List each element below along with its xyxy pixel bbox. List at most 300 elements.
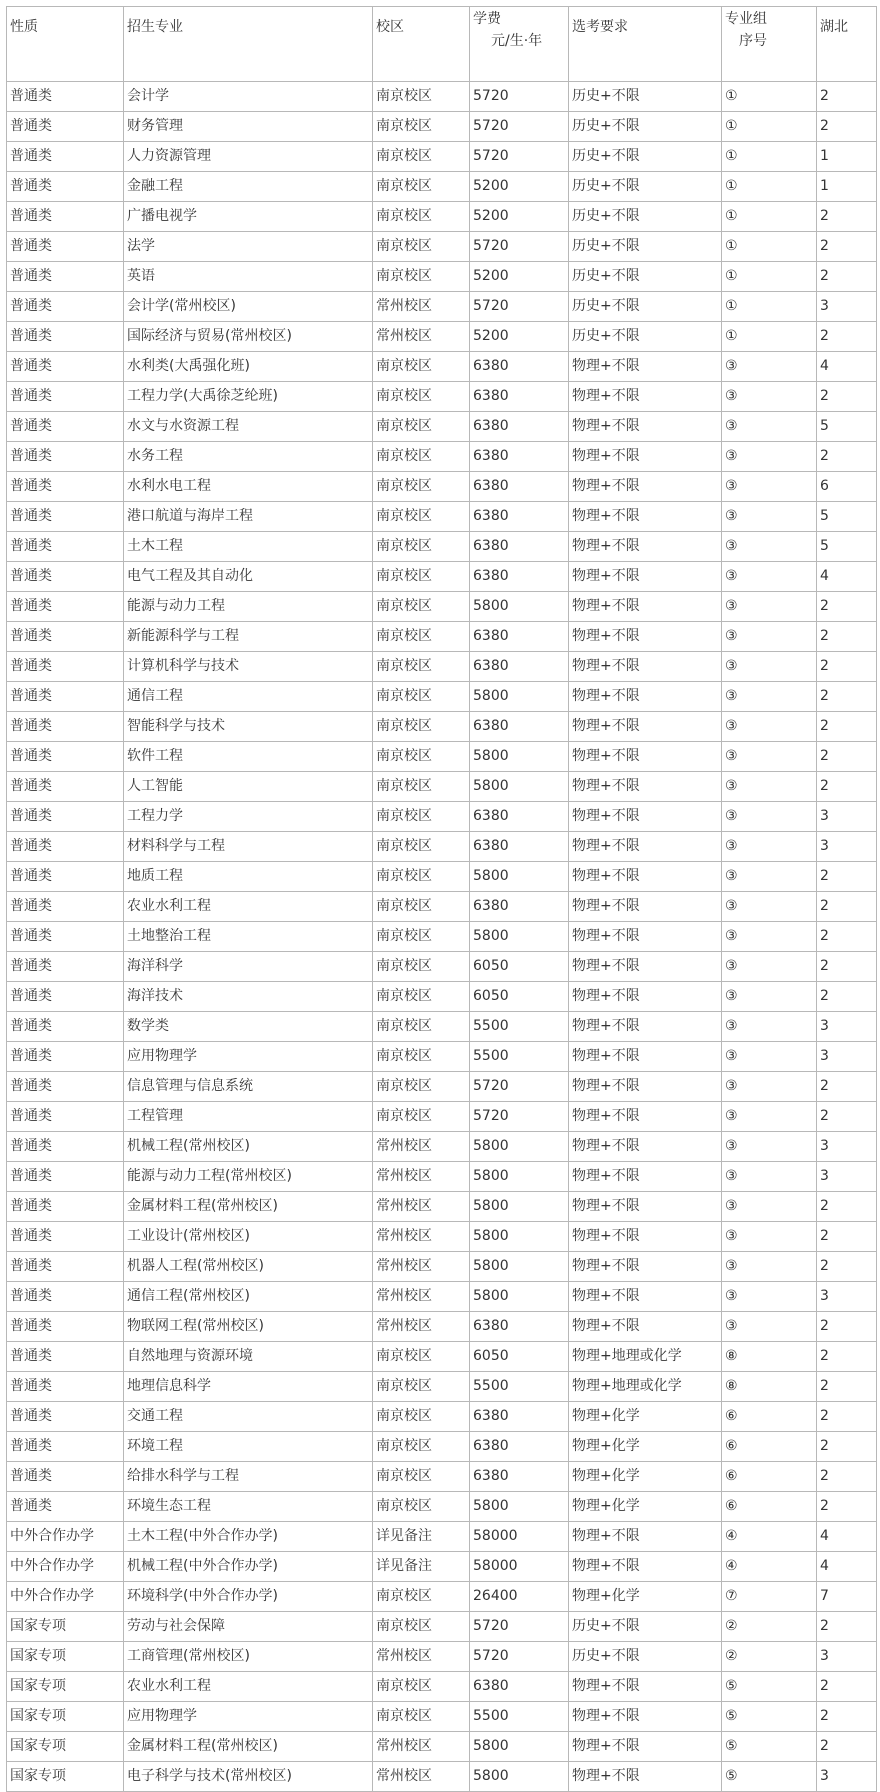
cell-hubei: 3 bbox=[817, 832, 877, 862]
cell-group: ⑧ bbox=[722, 1372, 817, 1402]
cell-subject-req: 物理+不限 bbox=[569, 562, 722, 592]
cell-major: 能源与动力工程 bbox=[124, 592, 373, 622]
cell-subject-req: 物理+不限 bbox=[569, 1732, 722, 1762]
cell-subject-req: 历史+不限 bbox=[569, 82, 722, 112]
cell-nature: 国家专项 bbox=[7, 1612, 124, 1642]
table-body bbox=[7, 82, 877, 1792]
cell-nature: 国家专项 bbox=[7, 1672, 124, 1702]
table-row bbox=[7, 1642, 877, 1672]
cell-major: 土地整治工程 bbox=[124, 922, 373, 952]
cell-nature: 普通类 bbox=[7, 142, 124, 172]
cell-nature: 普通类 bbox=[7, 262, 124, 292]
cell-campus: 南京校区 bbox=[373, 652, 470, 682]
cell-group: ① bbox=[722, 142, 817, 172]
table-row bbox=[7, 1282, 877, 1312]
cell-campus: 常州校区 bbox=[373, 1192, 470, 1222]
cell-major: 地理信息科学 bbox=[124, 1372, 373, 1402]
cell-fee: 5500 bbox=[470, 1042, 569, 1072]
cell-group: ③ bbox=[722, 382, 817, 412]
cell-major: 国际经济与贸易(常州校区) bbox=[124, 322, 373, 352]
cell-campus: 南京校区 bbox=[373, 1582, 470, 1612]
cell-fee: 5800 bbox=[470, 862, 569, 892]
cell-fee: 5800 bbox=[470, 772, 569, 802]
cell-major: 水利类(大禹强化班) bbox=[124, 352, 373, 382]
cell-major: 软件工程 bbox=[124, 742, 373, 772]
header-nature: 性质 bbox=[7, 7, 124, 82]
cell-group: ③ bbox=[722, 1252, 817, 1282]
cell-fee: 5720 bbox=[470, 1102, 569, 1132]
header-hubei: 湖北 bbox=[817, 7, 877, 82]
cell-subject-req: 物理+不限 bbox=[569, 742, 722, 772]
cell-major: 通信工程(常州校区) bbox=[124, 1282, 373, 1312]
table-row bbox=[7, 1522, 877, 1552]
cell-subject-req: 物理+不限 bbox=[569, 1222, 722, 1252]
cell-subject-req: 物理+不限 bbox=[569, 1522, 722, 1552]
cell-fee: 6380 bbox=[470, 1432, 569, 1462]
cell-group: ⑥ bbox=[722, 1432, 817, 1462]
cell-nature: 普通类 bbox=[7, 802, 124, 832]
cell-major: 英语 bbox=[124, 262, 373, 292]
cell-nature: 普通类 bbox=[7, 772, 124, 802]
table-row bbox=[7, 1372, 877, 1402]
cell-major: 机械工程(常州校区) bbox=[124, 1132, 373, 1162]
cell-fee: 6380 bbox=[470, 1312, 569, 1342]
cell-campus: 南京校区 bbox=[373, 832, 470, 862]
table-row bbox=[7, 172, 877, 202]
table-row bbox=[7, 142, 877, 172]
cell-campus: 南京校区 bbox=[373, 1702, 470, 1732]
cell-nature: 普通类 bbox=[7, 1162, 124, 1192]
cell-fee: 5720 bbox=[470, 82, 569, 112]
table-row bbox=[7, 652, 877, 682]
cell-fee: 6380 bbox=[470, 652, 569, 682]
cell-nature: 普通类 bbox=[7, 1102, 124, 1132]
header-group bbox=[722, 7, 817, 82]
cell-campus: 南京校区 bbox=[373, 1072, 470, 1102]
cell-group: ③ bbox=[722, 502, 817, 532]
table-row bbox=[7, 562, 877, 592]
cell-campus: 常州校区 bbox=[373, 322, 470, 352]
cell-fee: 5720 bbox=[470, 1612, 569, 1642]
cell-fee: 5500 bbox=[470, 1372, 569, 1402]
header-row bbox=[7, 7, 877, 82]
cell-group: ③ bbox=[722, 562, 817, 592]
cell-campus: 常州校区 bbox=[373, 1252, 470, 1282]
cell-hubei: 2 bbox=[817, 442, 877, 472]
cell-nature: 普通类 bbox=[7, 1222, 124, 1252]
cell-subject-req: 物理+地理或化学 bbox=[569, 1372, 722, 1402]
cell-group: ③ bbox=[722, 442, 817, 472]
cell-hubei: 2 bbox=[817, 322, 877, 352]
cell-fee: 5800 bbox=[470, 1282, 569, 1312]
cell-fee: 5500 bbox=[470, 1012, 569, 1042]
cell-fee: 5800 bbox=[470, 1162, 569, 1192]
cell-group: ③ bbox=[722, 742, 817, 772]
cell-fee: 5200 bbox=[470, 322, 569, 352]
cell-hubei: 2 bbox=[817, 1102, 877, 1132]
table-row bbox=[7, 1582, 877, 1612]
cell-major: 应用物理学 bbox=[124, 1702, 373, 1732]
cell-nature: 普通类 bbox=[7, 1042, 124, 1072]
cell-major: 环境科学(中外合作办学) bbox=[124, 1582, 373, 1612]
cell-campus: 南京校区 bbox=[373, 1342, 470, 1372]
cell-group: ③ bbox=[722, 772, 817, 802]
cell-group: ③ bbox=[722, 1282, 817, 1312]
cell-group: ① bbox=[722, 322, 817, 352]
cell-subject-req: 物理+不限 bbox=[569, 892, 722, 922]
cell-nature: 普通类 bbox=[7, 202, 124, 232]
table-row bbox=[7, 592, 877, 622]
cell-nature: 普通类 bbox=[7, 112, 124, 142]
cell-major: 工业设计(常州校区) bbox=[124, 1222, 373, 1252]
cell-campus: 南京校区 bbox=[373, 1432, 470, 1462]
cell-nature: 普通类 bbox=[7, 412, 124, 442]
cell-hubei: 7 bbox=[817, 1582, 877, 1612]
table-row bbox=[7, 292, 877, 322]
cell-campus: 南京校区 bbox=[373, 802, 470, 832]
cell-group: ⑤ bbox=[722, 1762, 817, 1792]
cell-nature: 普通类 bbox=[7, 1402, 124, 1432]
cell-subject-req: 历史+不限 bbox=[569, 202, 722, 232]
cell-fee: 5720 bbox=[470, 1642, 569, 1672]
table-row bbox=[7, 1432, 877, 1462]
cell-subject-req: 物理+化学 bbox=[569, 1432, 722, 1462]
cell-group: ① bbox=[722, 232, 817, 262]
cell-hubei: 5 bbox=[817, 412, 877, 442]
table-row bbox=[7, 1342, 877, 1372]
cell-fee: 6380 bbox=[470, 532, 569, 562]
cell-hubei: 2 bbox=[817, 772, 877, 802]
header-group-line2: 序号 bbox=[739, 33, 767, 50]
cell-group: ③ bbox=[722, 892, 817, 922]
table-row bbox=[7, 1492, 877, 1522]
cell-major: 自然地理与资源环境 bbox=[124, 1342, 373, 1372]
cell-major: 港口航道与海岸工程 bbox=[124, 502, 373, 532]
cell-subject-req: 物理+不限 bbox=[569, 442, 722, 472]
cell-group: ③ bbox=[722, 1222, 817, 1252]
cell-subject-req: 物理+不限 bbox=[569, 772, 722, 802]
cell-nature: 普通类 bbox=[7, 1432, 124, 1462]
table-row bbox=[7, 832, 877, 862]
cell-hubei: 2 bbox=[817, 232, 877, 262]
cell-nature: 中外合作办学 bbox=[7, 1522, 124, 1552]
table-row bbox=[7, 1012, 877, 1042]
cell-fee: 58000 bbox=[470, 1522, 569, 1552]
cell-subject-req: 物理+不限 bbox=[569, 952, 722, 982]
cell-campus: 南京校区 bbox=[373, 1612, 470, 1642]
cell-group: ⑤ bbox=[722, 1732, 817, 1762]
cell-subject-req: 物理+不限 bbox=[569, 1162, 722, 1192]
cell-hubei: 3 bbox=[817, 1762, 877, 1792]
cell-group: ③ bbox=[722, 862, 817, 892]
cell-campus: 南京校区 bbox=[373, 682, 470, 712]
table-row bbox=[7, 712, 877, 742]
cell-subject-req: 历史+不限 bbox=[569, 262, 722, 292]
cell-campus: 常州校区 bbox=[373, 1642, 470, 1672]
cell-hubei: 4 bbox=[817, 1552, 877, 1582]
cell-hubei: 2 bbox=[817, 82, 877, 112]
cell-fee: 5800 bbox=[470, 922, 569, 952]
cell-campus: 南京校区 bbox=[373, 952, 470, 982]
cell-major: 电气工程及其自动化 bbox=[124, 562, 373, 592]
cell-campus: 详见备注 bbox=[373, 1552, 470, 1582]
cell-nature: 普通类 bbox=[7, 322, 124, 352]
table-row bbox=[7, 262, 877, 292]
cell-campus: 南京校区 bbox=[373, 172, 470, 202]
cell-hubei: 2 bbox=[817, 1402, 877, 1432]
cell-hubei: 1 bbox=[817, 142, 877, 172]
cell-fee: 5800 bbox=[470, 1732, 569, 1762]
cell-nature: 普通类 bbox=[7, 1492, 124, 1522]
cell-major: 劳动与社会保障 bbox=[124, 1612, 373, 1642]
cell-group: ① bbox=[722, 172, 817, 202]
cell-group: ① bbox=[722, 82, 817, 112]
cell-hubei: 2 bbox=[817, 592, 877, 622]
cell-group: ③ bbox=[722, 1132, 817, 1162]
cell-campus: 南京校区 bbox=[373, 862, 470, 892]
cell-subject-req: 物理+不限 bbox=[569, 1072, 722, 1102]
cell-subject-req: 物理+化学 bbox=[569, 1582, 722, 1612]
header-campus: 校区 bbox=[373, 7, 470, 82]
header-major: 招生专业 bbox=[124, 7, 373, 82]
cell-campus: 常州校区 bbox=[373, 1132, 470, 1162]
cell-campus: 南京校区 bbox=[373, 622, 470, 652]
cell-group: ③ bbox=[722, 652, 817, 682]
cell-major: 工程力学 bbox=[124, 802, 373, 832]
cell-fee: 5720 bbox=[470, 232, 569, 262]
cell-group: ③ bbox=[722, 1162, 817, 1192]
table-row bbox=[7, 442, 877, 472]
cell-campus: 南京校区 bbox=[373, 742, 470, 772]
cell-fee: 5200 bbox=[470, 172, 569, 202]
cell-subject-req: 物理+化学 bbox=[569, 1492, 722, 1522]
cell-major: 水利水电工程 bbox=[124, 472, 373, 502]
cell-major: 土木工程 bbox=[124, 532, 373, 562]
cell-subject-req: 物理+不限 bbox=[569, 1552, 722, 1582]
cell-hubei: 4 bbox=[817, 1522, 877, 1552]
cell-subject-req: 物理+不限 bbox=[569, 922, 722, 952]
table-row bbox=[7, 1462, 877, 1492]
cell-campus: 南京校区 bbox=[373, 1042, 470, 1072]
cell-subject-req: 历史+不限 bbox=[569, 292, 722, 322]
cell-nature: 普通类 bbox=[7, 742, 124, 772]
cell-group: ③ bbox=[722, 1312, 817, 1342]
cell-campus: 南京校区 bbox=[373, 532, 470, 562]
cell-group: ③ bbox=[722, 682, 817, 712]
cell-hubei: 2 bbox=[817, 982, 877, 1012]
cell-nature: 普通类 bbox=[7, 82, 124, 112]
cell-campus: 南京校区 bbox=[373, 142, 470, 172]
table-row bbox=[7, 1312, 877, 1342]
cell-hubei: 3 bbox=[817, 1042, 877, 1072]
cell-group: ③ bbox=[722, 832, 817, 862]
cell-nature: 普通类 bbox=[7, 592, 124, 622]
cell-subject-req: 历史+不限 bbox=[569, 1642, 722, 1672]
cell-hubei: 2 bbox=[817, 1672, 877, 1702]
cell-hubei: 2 bbox=[817, 262, 877, 292]
cell-hubei: 5 bbox=[817, 502, 877, 532]
cell-hubei: 2 bbox=[817, 1192, 877, 1222]
cell-fee: 6380 bbox=[470, 892, 569, 922]
cell-fee: 6050 bbox=[470, 982, 569, 1012]
cell-hubei: 3 bbox=[817, 1642, 877, 1672]
cell-major: 农业水利工程 bbox=[124, 892, 373, 922]
cell-nature: 普通类 bbox=[7, 922, 124, 952]
table-row bbox=[7, 922, 877, 952]
table-row bbox=[7, 322, 877, 352]
cell-subject-req: 物理+不限 bbox=[569, 1762, 722, 1792]
cell-campus: 南京校区 bbox=[373, 262, 470, 292]
cell-hubei: 2 bbox=[817, 1312, 877, 1342]
header-subject-req: 选考要求 bbox=[569, 7, 722, 82]
cell-fee: 26400 bbox=[470, 1582, 569, 1612]
cell-group: ③ bbox=[722, 802, 817, 832]
cell-subject-req: 物理+不限 bbox=[569, 652, 722, 682]
table-row bbox=[7, 352, 877, 382]
cell-major: 给排水科学与工程 bbox=[124, 1462, 373, 1492]
cell-hubei: 2 bbox=[817, 1342, 877, 1372]
cell-major: 信息管理与信息系统 bbox=[124, 1072, 373, 1102]
cell-nature: 普通类 bbox=[7, 352, 124, 382]
cell-nature: 普通类 bbox=[7, 172, 124, 202]
cell-nature: 普通类 bbox=[7, 1462, 124, 1492]
table-row bbox=[7, 1252, 877, 1282]
cell-group: ③ bbox=[722, 592, 817, 622]
table-row bbox=[7, 502, 877, 532]
cell-major: 金属材料工程(常州校区) bbox=[124, 1192, 373, 1222]
cell-fee: 6380 bbox=[470, 562, 569, 592]
cell-group: ⑥ bbox=[722, 1402, 817, 1432]
cell-hubei: 2 bbox=[817, 1492, 877, 1522]
cell-group: ③ bbox=[722, 982, 817, 1012]
cell-fee: 6380 bbox=[470, 502, 569, 532]
cell-major: 通信工程 bbox=[124, 682, 373, 712]
cell-campus: 常州校区 bbox=[373, 1732, 470, 1762]
cell-group: ③ bbox=[722, 1042, 817, 1072]
cell-nature: 普通类 bbox=[7, 652, 124, 682]
cell-nature: 普通类 bbox=[7, 1342, 124, 1372]
cell-subject-req: 物理+不限 bbox=[569, 682, 722, 712]
cell-fee: 5800 bbox=[470, 1222, 569, 1252]
cell-subject-req: 历史+不限 bbox=[569, 322, 722, 352]
cell-hubei: 3 bbox=[817, 1162, 877, 1192]
cell-campus: 南京校区 bbox=[373, 442, 470, 472]
admissions-table bbox=[6, 6, 877, 1792]
cell-fee: 6380 bbox=[470, 1672, 569, 1702]
cell-hubei: 3 bbox=[817, 802, 877, 832]
cell-group: ⑤ bbox=[722, 1702, 817, 1732]
cell-campus: 常州校区 bbox=[373, 292, 470, 322]
cell-fee: 5200 bbox=[470, 262, 569, 292]
cell-major: 会计学 bbox=[124, 82, 373, 112]
cell-major: 新能源科学与工程 bbox=[124, 622, 373, 652]
header-fee-line2: 元/生·年 bbox=[491, 33, 543, 50]
table-row bbox=[7, 892, 877, 922]
cell-major: 金属材料工程(常州校区) bbox=[124, 1732, 373, 1762]
cell-major: 环境工程 bbox=[124, 1432, 373, 1462]
cell-subject-req: 物理+地理或化学 bbox=[569, 1342, 722, 1372]
cell-group: ③ bbox=[722, 952, 817, 982]
cell-fee: 5720 bbox=[470, 292, 569, 322]
cell-major: 工程力学(大禹徐芝纶班) bbox=[124, 382, 373, 412]
cell-group: ② bbox=[722, 1612, 817, 1642]
cell-subject-req: 物理+不限 bbox=[569, 802, 722, 832]
cell-major: 材料科学与工程 bbox=[124, 832, 373, 862]
cell-campus: 南京校区 bbox=[373, 1402, 470, 1432]
table-row bbox=[7, 1072, 877, 1102]
cell-subject-req: 物理+不限 bbox=[569, 472, 722, 502]
cell-group: ④ bbox=[722, 1552, 817, 1582]
cell-group: ⑧ bbox=[722, 1342, 817, 1372]
cell-nature: 普通类 bbox=[7, 982, 124, 1012]
cell-hubei: 2 bbox=[817, 1612, 877, 1642]
cell-group: ③ bbox=[722, 532, 817, 562]
cell-fee: 6380 bbox=[470, 622, 569, 652]
cell-fee: 5800 bbox=[470, 1192, 569, 1222]
cell-hubei: 3 bbox=[817, 1132, 877, 1162]
table-row bbox=[7, 1612, 877, 1642]
cell-group: ③ bbox=[722, 622, 817, 652]
table-row bbox=[7, 1402, 877, 1432]
table-row bbox=[7, 772, 877, 802]
cell-subject-req: 物理+不限 bbox=[569, 592, 722, 622]
cell-nature: 普通类 bbox=[7, 502, 124, 532]
cell-group: ③ bbox=[722, 1192, 817, 1222]
cell-nature: 中外合作办学 bbox=[7, 1552, 124, 1582]
cell-major: 会计学(常州校区) bbox=[124, 292, 373, 322]
cell-campus: 常州校区 bbox=[373, 1762, 470, 1792]
cell-nature: 普通类 bbox=[7, 1132, 124, 1162]
cell-subject-req: 物理+化学 bbox=[569, 1462, 722, 1492]
cell-fee: 5800 bbox=[470, 1132, 569, 1162]
cell-nature: 普通类 bbox=[7, 1072, 124, 1102]
cell-nature: 普通类 bbox=[7, 832, 124, 862]
cell-hubei: 2 bbox=[817, 862, 877, 892]
cell-subject-req: 历史+不限 bbox=[569, 1612, 722, 1642]
cell-hubei: 2 bbox=[817, 1462, 877, 1492]
cell-hubei: 2 bbox=[817, 1432, 877, 1462]
cell-hubei: 2 bbox=[817, 652, 877, 682]
table-row bbox=[7, 1672, 877, 1702]
cell-hubei: 2 bbox=[817, 922, 877, 952]
cell-group: ⑥ bbox=[722, 1492, 817, 1522]
cell-nature: 普通类 bbox=[7, 472, 124, 502]
table-row bbox=[7, 1762, 877, 1792]
cell-fee: 5720 bbox=[470, 1072, 569, 1102]
cell-fee: 6050 bbox=[470, 1342, 569, 1372]
cell-hubei: 2 bbox=[817, 1372, 877, 1402]
cell-nature: 普通类 bbox=[7, 292, 124, 322]
cell-fee: 6380 bbox=[470, 382, 569, 412]
cell-nature: 普通类 bbox=[7, 232, 124, 262]
cell-nature: 国家专项 bbox=[7, 1642, 124, 1672]
table-row bbox=[7, 532, 877, 562]
cell-hubei: 4 bbox=[817, 562, 877, 592]
cell-subject-req: 物理+不限 bbox=[569, 622, 722, 652]
table-row bbox=[7, 202, 877, 232]
cell-fee: 5800 bbox=[470, 1252, 569, 1282]
cell-campus: 南京校区 bbox=[373, 472, 470, 502]
cell-group: ⑦ bbox=[722, 1582, 817, 1612]
cell-campus: 详见备注 bbox=[373, 1522, 470, 1552]
cell-subject-req: 物理+化学 bbox=[569, 1402, 722, 1432]
cell-subject-req: 物理+不限 bbox=[569, 862, 722, 892]
cell-campus: 常州校区 bbox=[373, 1282, 470, 1312]
table-row bbox=[7, 382, 877, 412]
header-group-line1: 专业组 bbox=[725, 11, 767, 27]
cell-campus: 南京校区 bbox=[373, 382, 470, 412]
cell-group: ① bbox=[722, 202, 817, 232]
